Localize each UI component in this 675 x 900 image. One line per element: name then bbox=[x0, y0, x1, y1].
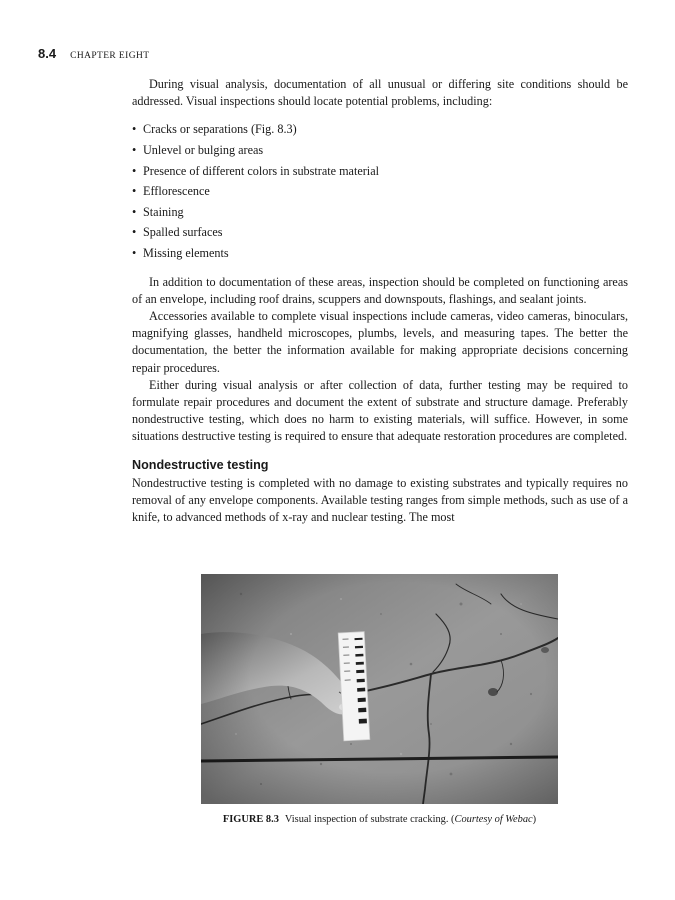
problem-list bbox=[132, 119, 628, 263]
caption-courtesy: Courtesy of Webac bbox=[454, 814, 533, 825]
list-item: • Efflorescence bbox=[132, 181, 628, 202]
body-text bbox=[132, 76, 628, 526]
bullet-icon: • bbox=[132, 184, 137, 199]
section-heading: Nondestructive testing bbox=[132, 457, 269, 472]
paragraph-further-testing: Either during visual analysis or after collection of data, further testing may be required to formulate repair procedures and document the extent of substrate and structure damage. Preferably nondestructive testing, which does no harm to existing materials, will suffice. However, in some situations destructive testing is required to ensure that adequate restoration procedures are completed. bbox=[132, 377, 628, 444]
list-item: • Staining bbox=[132, 202, 628, 223]
caption-end: ) bbox=[532, 814, 537, 825]
list-item: • Spalled surfaces bbox=[132, 222, 628, 243]
bullet-icon: • bbox=[132, 245, 137, 260]
list-item: • Unlevel or bulging areas bbox=[132, 140, 628, 161]
bullet-icon: • bbox=[132, 204, 137, 219]
paragraph-functioning-areas: In addition to documentation of these areas, inspection should be completed on functioning areas of an envelope, including roof drains, scuppers and downspouts, flashings, and sealant joints. bbox=[132, 274, 628, 306]
list-item: • Presence of different colors in substrate material bbox=[132, 161, 628, 182]
intro-paragraph: During visual analysis, documentation of all unusual or differing site conditions should be addressed. Visual inspections should locate potential problems, including: bbox=[132, 77, 628, 109]
list-item: • Cracks or separations (Fig. 8.3) bbox=[132, 119, 628, 140]
figure-photo bbox=[201, 574, 558, 804]
bullet-icon: • bbox=[132, 225, 137, 240]
caption-text: Visual inspection of substrate cracking. ( bbox=[284, 814, 455, 825]
chapter-title: CHAPTER EIGHT bbox=[70, 51, 150, 61]
list-item: • Missing elements bbox=[132, 243, 628, 264]
page-number: 8.4 bbox=[38, 46, 57, 61]
concrete-crack-photo bbox=[201, 574, 558, 804]
bullet-icon: • bbox=[132, 163, 137, 178]
bullet-icon: • bbox=[132, 143, 137, 157]
figure-caption bbox=[201, 814, 558, 825]
running-head bbox=[38, 46, 149, 62]
figure-label: FIGURE 8.3 bbox=[222, 814, 279, 825]
paragraph-accessories: Accessories available to complete visual inspections include cameras, video cameras, binoculars, magnifying glasses, handheld microscopes, plumbs, levels, and measuring tapes. The better the documentation, the better the information available for making appropriate decisions concerning repair procedures. bbox=[132, 308, 628, 375]
section-paragraph: Nondestructive testing is completed with no damage to existing substrates and typically requires no removal of any envelope components. Available testing ranges from simple methods, such as use of a knife, to advanced methods of x-ray and nuclear testing. The most bbox=[132, 475, 628, 524]
bullet-icon: • bbox=[132, 122, 137, 137]
